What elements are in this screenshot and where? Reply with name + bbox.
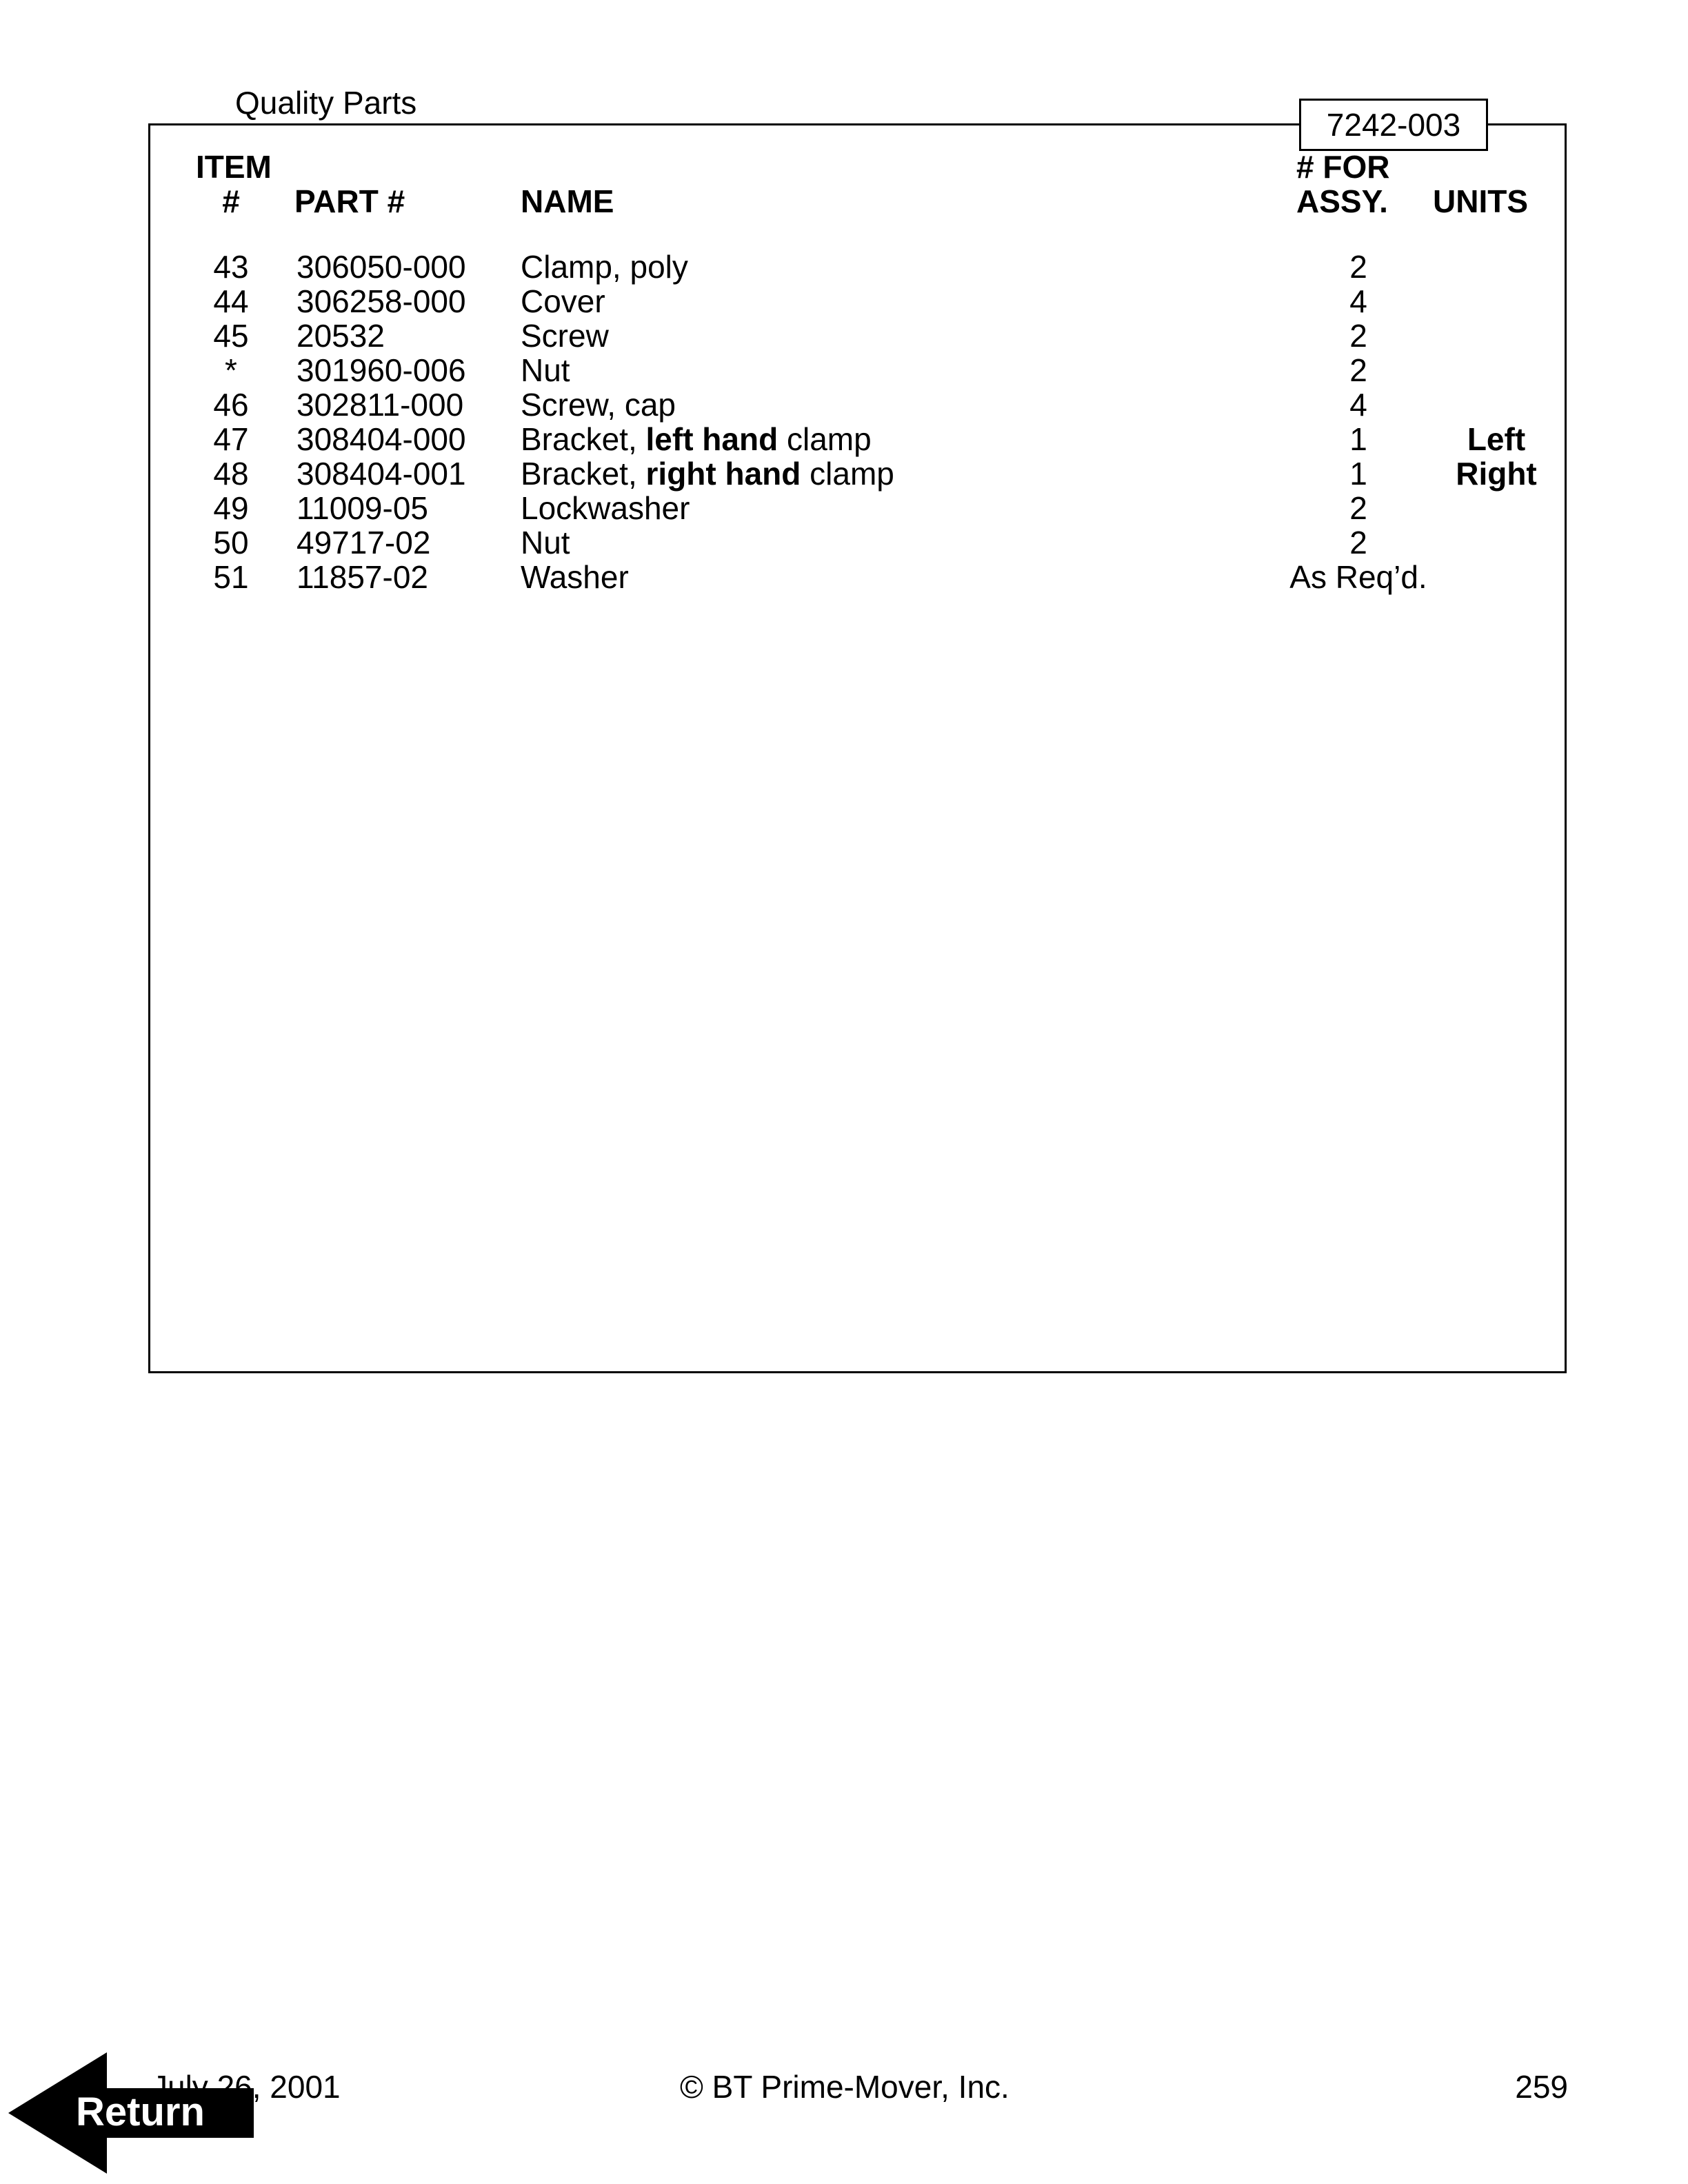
quantity: 2 <box>1349 249 1367 285</box>
item-number: 43 <box>213 249 249 285</box>
item-number: 51 <box>213 559 249 595</box>
quantity: 1 <box>1349 456 1367 492</box>
part-name-text: Screw <box>521 318 609 354</box>
part-name-text: Bracket, <box>521 456 646 492</box>
item-number: 47 <box>213 421 249 457</box>
document-number-box: 7242-003 <box>1299 99 1488 151</box>
column-header-part: PART # <box>294 183 405 219</box>
part-name-text: Cover <box>521 283 605 319</box>
part-name <box>521 284 605 318</box>
table-row <box>0 491 1688 525</box>
footer-page-number: 259 <box>1515 2069 1568 2105</box>
column-header-item-line1: ITEM <box>196 149 272 185</box>
part-name-text: Washer <box>521 559 629 595</box>
item-number: 44 <box>213 283 249 319</box>
column-header-qty-line2: ASSY. <box>1296 183 1388 219</box>
units: Left <box>1467 421 1526 457</box>
table-row <box>0 353 1688 387</box>
quantity: 2 <box>1349 525 1367 560</box>
column-header-units: UNITS <box>1433 183 1528 219</box>
return-label[interactable]: Return <box>76 2090 205 2134</box>
item-number: 45 <box>213 318 249 354</box>
quantity: As Req’d. <box>1289 559 1427 595</box>
part-name <box>521 318 609 353</box>
item-number: 46 <box>213 387 249 423</box>
quantity: 2 <box>1349 352 1367 388</box>
item-number: 50 <box>213 525 249 560</box>
table-row <box>0 560 1688 594</box>
header-title: Quality Parts <box>235 85 417 121</box>
part-number: 308404-001 <box>297 456 466 492</box>
part-name <box>521 456 894 491</box>
units: Right <box>1456 456 1537 492</box>
quantity: 4 <box>1349 283 1367 319</box>
part-name-text: Nut <box>521 525 570 560</box>
part-name-text: Nut <box>521 352 570 388</box>
table-row <box>0 456 1688 491</box>
column-header-qty-line1: # FOR <box>1296 149 1390 185</box>
part-number: 306258-000 <box>297 283 466 319</box>
part-number: 302811-000 <box>297 387 464 423</box>
part-name-text: Clamp, poly <box>521 249 688 285</box>
item-number: * <box>225 352 237 388</box>
part-number: 306050-000 <box>297 249 466 285</box>
part-name-suffix: clamp <box>801 456 894 492</box>
item-number: 49 <box>213 490 249 526</box>
part-name-suffix: clamp <box>778 421 872 457</box>
part-name <box>521 560 629 594</box>
quantity: 2 <box>1349 318 1367 354</box>
column-header-name: NAME <box>521 183 614 219</box>
table-row <box>0 422 1688 456</box>
part-name <box>521 422 872 456</box>
part-number: 20532 <box>297 318 385 354</box>
table-row <box>0 525 1688 560</box>
quantity: 4 <box>1349 387 1367 423</box>
part-number: 301960-006 <box>297 352 466 388</box>
column-header-item-line2: # <box>222 183 240 219</box>
part-number: 49717-02 <box>297 525 431 560</box>
part-number: 11857-02 <box>297 559 428 595</box>
part-name <box>521 250 688 284</box>
part-number: 308404-000 <box>297 421 466 457</box>
part-name-text: Bracket, <box>521 421 646 457</box>
part-name <box>521 525 570 560</box>
item-number: 48 <box>213 456 249 492</box>
part-name <box>521 353 570 387</box>
table-row <box>0 284 1688 318</box>
part-name <box>521 491 690 525</box>
quantity: 2 <box>1349 490 1367 526</box>
table-row <box>0 387 1688 422</box>
part-name-emphasis: left hand <box>645 421 778 457</box>
footer-date: July 26, 2001 <box>152 2069 341 2105</box>
table-row <box>0 318 1688 353</box>
part-name <box>521 387 676 422</box>
table-row <box>0 250 1688 284</box>
part-number: 11009-05 <box>297 490 428 526</box>
quantity: 1 <box>1349 421 1367 457</box>
footer-copyright: © BT Prime-Mover, Inc. <box>680 2069 1009 2105</box>
part-name-emphasis: right hand <box>645 456 801 492</box>
part-name-text: Screw, cap <box>521 387 676 423</box>
part-name-text: Lockwasher <box>521 490 690 526</box>
